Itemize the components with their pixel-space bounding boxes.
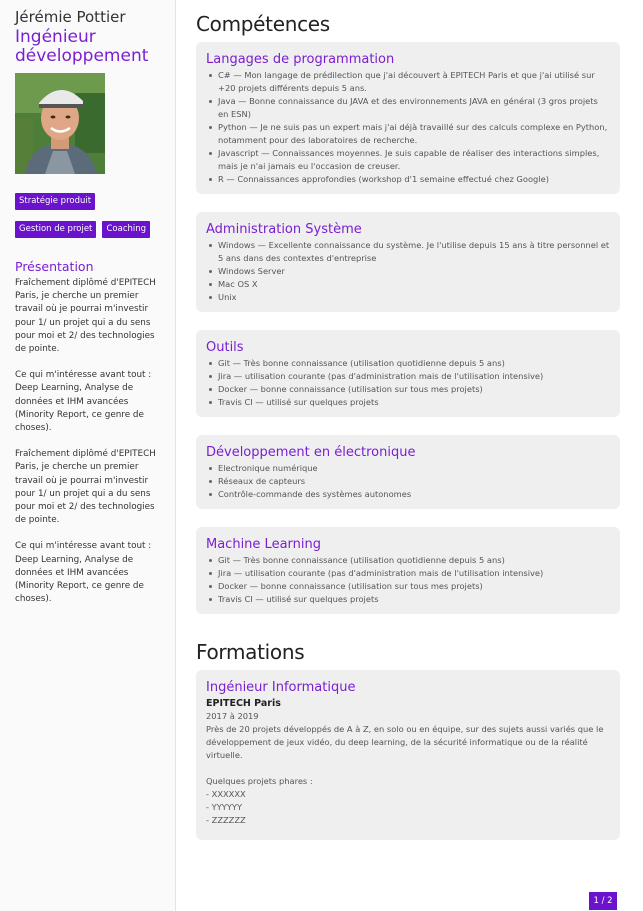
list-item: Java — Bonne connaissance du JAVA et des environnements JAVA en général (3 gros projets en ESN) xyxy=(218,95,610,121)
skill-group-title: Machine Learning xyxy=(206,537,321,552)
list-item: Electronique numérique xyxy=(218,462,610,475)
presentation-paragraph: Fraîchement diplômé d'EPITECH Paris, je cherche un premier travail où je pourrai m'investir pour 1/ un projet qui a du sens pour moi et 2/ des technologies de pointe. xyxy=(15,449,156,526)
skills-section-title: Compétences xyxy=(196,12,330,36)
presentation-title: Présentation xyxy=(15,259,94,274)
list-item: Windows Server xyxy=(218,265,610,278)
list-item: Unix xyxy=(218,291,610,304)
skill-list xyxy=(206,239,610,304)
skill-list xyxy=(206,69,610,186)
list-item: Javascript — Connaissances moyennes. Je suis capable de réaliser des interactions simples, mais je n'ai jamais eu l'occasion de creuser. xyxy=(218,147,610,173)
skill-card xyxy=(196,527,620,614)
profile-role: Ingénieur développement xyxy=(15,27,149,66)
skill-group-title: Administration Système xyxy=(206,222,362,237)
list-item: Jira — utilisation courante (pas d'administration mais de l'utilisation intensive) xyxy=(218,370,610,383)
list-item: Travis CI — utilisé sur quelques projets xyxy=(218,396,610,409)
list-item: Docker — bonne connaissance (utilisation sur tous mes projets) xyxy=(218,383,610,396)
education-dates: 2017 à 2019 xyxy=(206,711,259,721)
profile-name: Jérémie Pottier xyxy=(15,8,126,26)
projects-title: Quelques projets phares : xyxy=(206,776,313,786)
list-item: Docker — bonne connaissance (utilisation sur tous mes projets) xyxy=(218,580,610,593)
tag: Gestion de projet xyxy=(15,221,96,238)
sidebar xyxy=(0,0,176,911)
list-item: Jira — utilisation courante (pas d'administration mais de l'utilisation intensive) xyxy=(218,567,610,580)
tag: Coaching xyxy=(102,221,150,238)
skill-card xyxy=(196,330,620,417)
presentation-paragraph: Ce qui m'intéresse avant tout : Deep Learning, Analyse de données et IHM avancées (Minority Report, ce genre de choses). xyxy=(15,370,152,434)
degree-title: Ingénieur Informatique xyxy=(206,680,356,695)
list-item: Contrôle-commande des systèmes autonomes xyxy=(218,488,610,501)
list-item: Réseaux de capteurs xyxy=(218,475,610,488)
list-item: Travis CI — utilisé sur quelques projets xyxy=(218,593,610,606)
project-item: - YYYYYY xyxy=(206,802,243,812)
list-item: Git — Très bonne connaissance (utilisation quotidienne depuis 5 ans) xyxy=(218,357,610,370)
project-item: - XXXXXX xyxy=(206,789,246,799)
tag: Stratégie produit xyxy=(15,193,95,210)
presentation-text xyxy=(15,277,163,606)
skill-group-title: Langages de programmation xyxy=(206,52,395,67)
skill-tags xyxy=(15,188,170,244)
skill-group-title: Développement en électronique xyxy=(206,445,416,460)
page-number: 1 / 2 xyxy=(589,892,617,910)
project-item: - ZZZZZZ xyxy=(206,815,246,825)
presentation-paragraph: Ce qui m'intéresse avant tout : Deep Learning, Analyse de données et IHM avancées (Minority Report, ce genre de choses). xyxy=(15,541,152,605)
list-item: Windows — Excellente connaissance du système. Je l'utilise depuis 15 ans à titre personnel et 5 ans dans des contextes d'entreprise xyxy=(218,240,610,263)
education-section-title: Formations xyxy=(196,640,305,664)
profile-photo xyxy=(15,73,105,174)
education-card xyxy=(196,670,620,840)
skill-card xyxy=(196,212,620,312)
list-item: Python — Je ne suis pas un expert mais j'ai déjà travaillé sur des calculs complexe en Python, notamment pour des laboratoires de recherche. xyxy=(218,121,610,147)
presentation-paragraph: Fraîchement diplômé d'EPITECH Paris, je cherche un premier travail où je pourrai m'investir pour 1/ un projet qui a du sens pour moi et 2/ des technologies de pointe. xyxy=(15,278,156,355)
skill-card xyxy=(196,435,620,509)
list-item: Git — Très bonne connaissance (utilisation quotidienne depuis 5 ans) xyxy=(218,554,610,567)
education-description: Près de 20 projets développés de A à Z, en solo ou en équipe, sur des sujets aussi variés que le développement de jeux vidéo, du deep learning, de la sécurité informatique ou de la réalité virtuelle. xyxy=(206,724,604,760)
skill-list xyxy=(206,462,610,501)
list-item: Mac OS X xyxy=(218,278,610,291)
skill-card xyxy=(196,42,620,194)
skill-group-title: Outils xyxy=(206,340,244,355)
school-name: EPITECH Paris xyxy=(206,698,281,709)
list-item: R — Connaissances approfondies (workshop d'1 semaine effectué chez Google) xyxy=(218,173,610,186)
skill-list xyxy=(206,554,610,606)
skill-list xyxy=(206,357,610,409)
list-item: C# — Mon langage de prédilection que j'ai découvert à EPITECH Paris et que j'ai utilisé sur +20 projets différents depuis 5 ans. xyxy=(218,69,610,95)
